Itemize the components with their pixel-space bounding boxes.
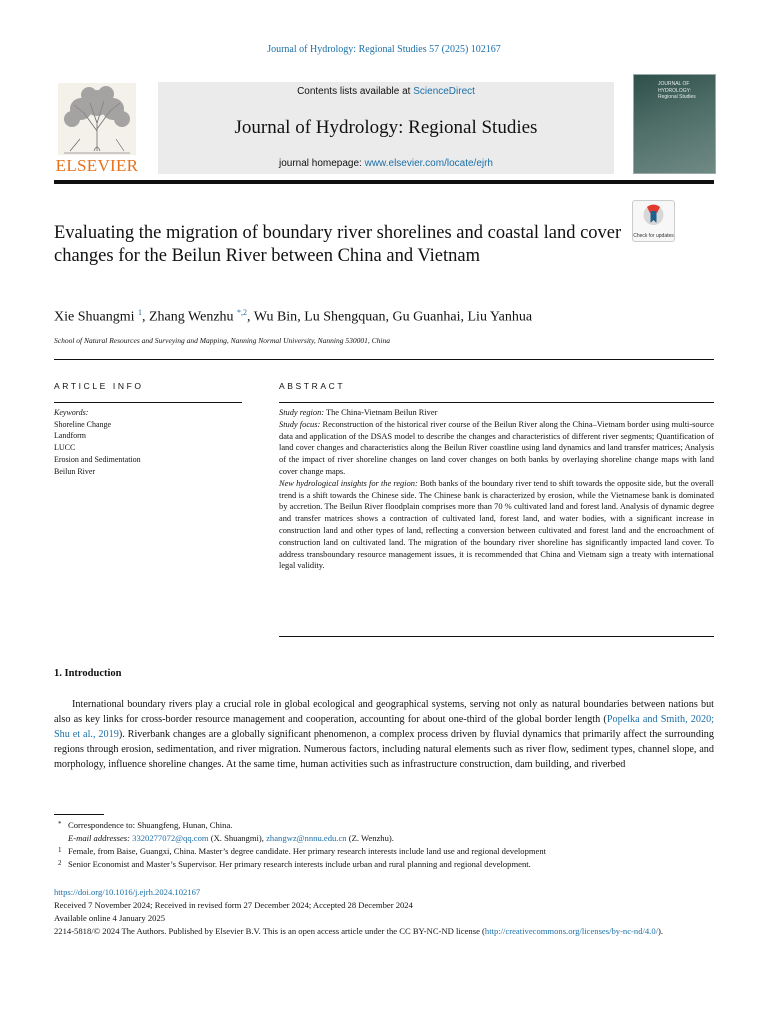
publication-info bbox=[54, 886, 714, 938]
introduction-paragraph bbox=[54, 697, 714, 772]
license-text: 2214-5818/© 2024 The Authors. Published by Elsevier B.V. This is an open access article under the CC BY-NC-ND license ( bbox=[54, 925, 485, 936]
license-link[interactable]: http://creativecommons.org/licenses/by-nc-nd/4.0/ bbox=[484, 925, 659, 936]
study-region-text: The China-Vietnam Beilun River bbox=[324, 408, 438, 417]
footnote-1 bbox=[54, 845, 714, 858]
email-link[interactable]: zhangwz@nnnu.edu.cn bbox=[266, 833, 347, 843]
email-label: E-mail addresses: bbox=[68, 833, 130, 843]
footnote-mark: 1 bbox=[58, 846, 62, 854]
author-separator: , bbox=[385, 309, 393, 325]
journal-cover-thumbnail[interactable] bbox=[633, 74, 716, 174]
keyword-item: Shoreline Change bbox=[54, 419, 112, 429]
author-affiliation-mark[interactable]: 1 bbox=[138, 308, 142, 317]
author-separator: , bbox=[247, 309, 254, 325]
author-separator: , bbox=[460, 309, 468, 325]
footnote-mark: * bbox=[58, 820, 62, 828]
citation-link[interactable]: Popelka and Smith, 2020; Shu et al., 2019 bbox=[54, 714, 714, 741]
insights-text: Both banks of the boundary river tend to shift towards the opposite side, but the overall trend is a shift towards the Chinese side. The Chinese bank is characterized by erosion, while the Vietnamese bank is dominated by accretion. The Beilun River floodplain comprises more than 70 % cultivated land and forest land. Analysis of dynamic degree and transfer matrices shows a contraction of cultivated land, forest land, and water bodies, with a significant increase in construction land and other types of land, reflecting a conversion between cultivated and forest land and the encroachment of construction land on cultivated land. The migration of the boundary river shoreline has significantly impacted land cover. To address transboundary resource management issues, it is recommended that China and Vietnam sign a treaty with international legal validity. bbox=[279, 478, 714, 571]
study-focus-label: Study focus: bbox=[279, 419, 321, 429]
author-separator: , bbox=[142, 309, 149, 325]
intro-text-part: ). Riverbank changes are a globally significant phenomenon, a complex process driven by fluvial dynamics that primarily affect the surrounding regions through erosion, sedimentation, and river migration. Numerous factors, including natural elements such as river flow, sediment types, channel slope, and morphology, influence shoreline changes. At the same time, human activities such as infrastructure construction, dam building, and riverbed bbox=[54, 729, 714, 771]
footnote-2 bbox=[54, 858, 714, 871]
abstract-insights bbox=[279, 478, 714, 572]
footnote-text: Senior Economist and Master’s Supervisor. Her primary research interests include urban and rural planning and regional development. bbox=[68, 859, 531, 869]
homepage-prefix: journal homepage: bbox=[278, 158, 365, 169]
section-heading-introduction: 1. Introduction bbox=[54, 668, 122, 679]
author-name: Xie Shuangmi bbox=[54, 309, 135, 325]
author-name: Lu Shengquan bbox=[304, 309, 386, 325]
footnote-mark: 2 bbox=[58, 859, 62, 867]
abstract-study-focus bbox=[279, 419, 714, 478]
article-info-rule bbox=[54, 402, 242, 403]
author-name: Zhang Wenzhu bbox=[149, 309, 234, 325]
insights-label: New hydrological insights for the region: bbox=[279, 478, 418, 488]
contents-prefix: Contents lists available at bbox=[297, 86, 414, 97]
license-text-end: ). bbox=[658, 925, 664, 936]
license-statement bbox=[54, 925, 714, 938]
intro-text-part: International boundary rivers play a crucial role in global ecological and geographical systems, serving not only as natural boundaries between nations but also as key links for cross-border resource management and cooperation, accounting for about one-third of the global border length ( bbox=[54, 699, 714, 726]
crossmark-icon bbox=[633, 201, 674, 229]
author-name: Liu Yanhua bbox=[467, 309, 533, 325]
journal-title: Journal of Hydrology: Regional Studies bbox=[234, 117, 538, 138]
masthead-divider bbox=[54, 180, 714, 184]
author-name: Wu Bin bbox=[253, 309, 298, 325]
keyword-item: Beilun River bbox=[54, 466, 96, 476]
keywords-block bbox=[54, 407, 242, 477]
abstract-rule bbox=[279, 402, 714, 403]
affiliation: School of Natural Resources and Surveying and Mapping, Nanning Normal University, Nanning 530001, China bbox=[54, 336, 390, 345]
abstract-study-region bbox=[279, 407, 714, 419]
received-dates: Received 7 November 2024; Received in revised form 27 December 2024; Accepted 28 December 2024 bbox=[54, 899, 413, 910]
footnotes bbox=[54, 819, 714, 871]
correspondence-text: Correspondence to: Shuangfeng, Hunan, China. bbox=[68, 820, 233, 830]
study-focus-text: Reconstruction of the historical river course of the Beilun River along the China–Vietnam border using multi-source data and application of the DSAS model to describe the changes and characteristics of different river segments; Quantification of land cover changes and characteristics along the Beilun River coastline using land dynamics and land transfer matrices; Analysis of the impact of river shoreline changes on land cover changes on both banks by overlaying shoreline change maps with land cover change maps. bbox=[279, 419, 715, 476]
publisher-wordmark: ELSEVIER bbox=[55, 156, 139, 175]
email-link[interactable]: 3320277072@qq.com bbox=[132, 833, 209, 843]
journal-reference[interactable]: Journal of Hydrology: Regional Studies 57 (2025) 102167 bbox=[267, 44, 501, 55]
email-owner: (X. Shuangmi), bbox=[208, 833, 267, 843]
footnote-text: Female, from Baise, Guangxi, China. Master’s degree candidate. Her primary research interests include land use and regional development bbox=[68, 846, 547, 856]
footnote-rule bbox=[54, 814, 104, 815]
keyword-item: Landform bbox=[54, 431, 86, 441]
journal-masthead bbox=[54, 78, 714, 178]
author-name: Gu Guanhai bbox=[392, 309, 461, 325]
email-owner: (Z. Wenzhu). bbox=[346, 833, 394, 843]
homepage-link[interactable]: www.elsevier.com/locate/ejrh bbox=[364, 158, 493, 169]
homepage-line bbox=[158, 158, 614, 169]
study-region-label: Study region: bbox=[279, 408, 325, 417]
article-title: Evaluating the migration of boundary river shorelines and coastal land cover changes for the Beilun River between China and Vietnam bbox=[54, 223, 622, 266]
check-for-updates-label: Check for updates bbox=[633, 232, 674, 239]
check-for-updates-badge[interactable] bbox=[632, 200, 675, 242]
article-info-heading: ARTICLE INFO bbox=[54, 381, 144, 391]
abstract-heading: ABSTRACT bbox=[279, 381, 346, 391]
contents-line bbox=[158, 86, 614, 97]
keywords-label: Keywords: bbox=[54, 408, 89, 417]
footnote-emails bbox=[54, 832, 714, 845]
author-affiliation-mark[interactable]: *,2 bbox=[237, 308, 248, 317]
abstract-body bbox=[279, 407, 714, 572]
header-divider bbox=[54, 359, 714, 360]
keyword-item: Erosion and Sedimentation bbox=[54, 454, 141, 464]
footnote-correspondence bbox=[54, 819, 714, 832]
doi-link[interactable]: https://doi.org/10.1016/j.ejrh.2024.102167 bbox=[54, 887, 201, 897]
sciencedirect-link[interactable]: ScienceDirect bbox=[413, 86, 475, 97]
author-list bbox=[54, 308, 694, 326]
cover-title: JOURNAL OF HYDROLOGY: Regional Studies bbox=[658, 81, 696, 100]
available-online: Available online 4 January 2025 bbox=[54, 912, 166, 923]
author-separator: , bbox=[297, 309, 305, 325]
keyword-item: LUCC bbox=[54, 443, 76, 453]
abstract-bottom-rule bbox=[279, 636, 714, 637]
journal-banner bbox=[158, 82, 614, 174]
